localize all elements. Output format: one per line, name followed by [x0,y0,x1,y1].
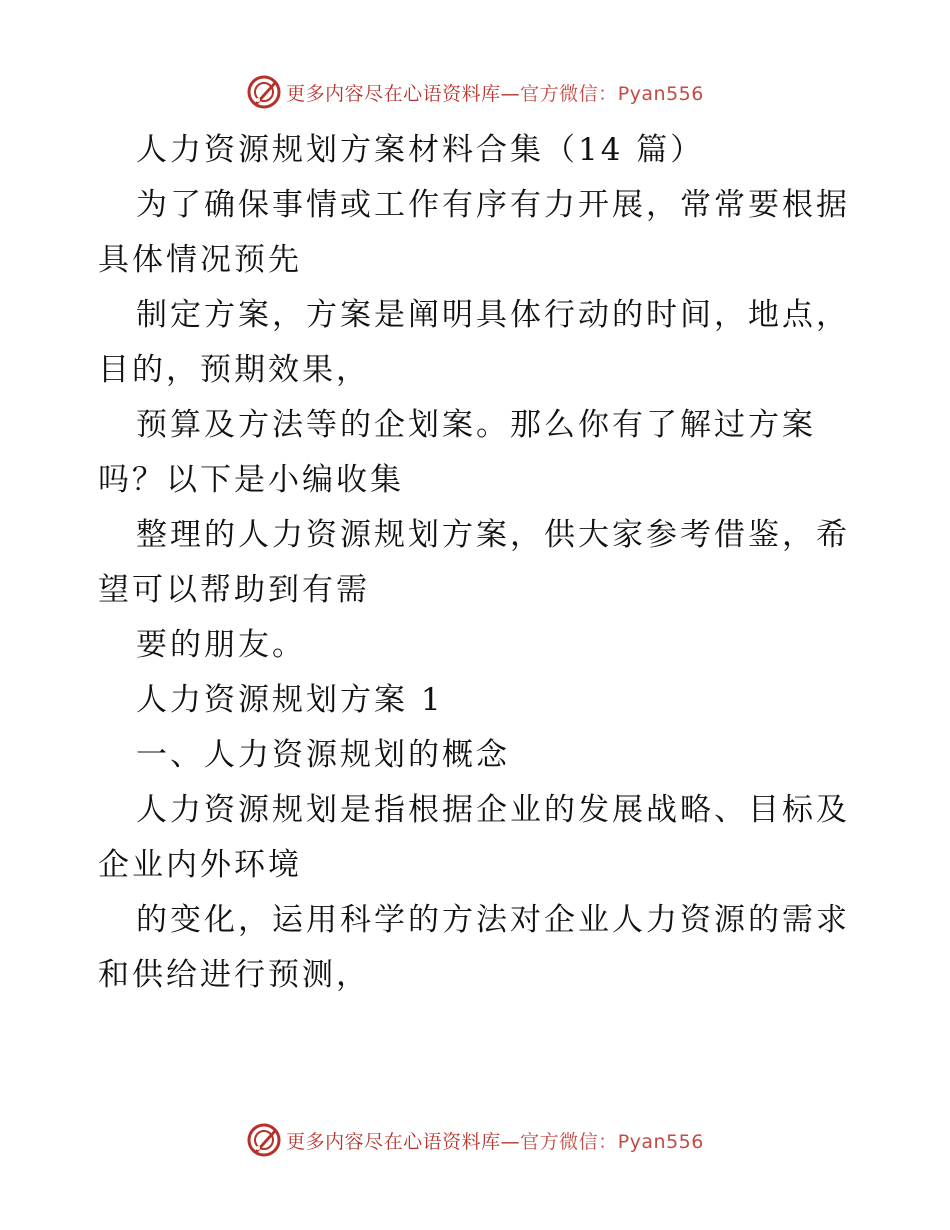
watermark-wechat-label: 官方微信： [520,1130,618,1153]
watermark-wechat-id: Pyan556 [617,1130,704,1153]
document-body [98,123,858,1003]
watermark-separator: — [500,82,521,105]
paragraph-line: 要的朋友。 [136,627,306,663]
watermark-main-text: 更多内容尽在心语资料库 [286,1130,501,1153]
footer-watermark-banner [0,1118,950,1162]
quill-logo-icon [246,74,282,110]
subsection-heading: 一、人力资源规划的概念 [136,737,510,773]
paragraph-line: 目的，预期效果， [98,352,370,388]
paragraph-line: 整理的人力资源规划方案，供大家参考借鉴，希 [136,517,850,553]
watermark-text [286,79,704,106]
watermark-main-text: 更多内容尽在心语资料库 [286,82,501,105]
paragraph-line: 吗？以下是小编收集 [98,462,404,498]
watermark-wechat-label: 官方微信： [520,82,618,105]
paragraph-line: 和供给进行预测， [98,957,370,993]
watermark-wechat-id: Pyan556 [617,82,704,105]
header-watermark-banner [0,70,950,114]
document-title: 人力资源规划方案材料合集（14 篇） [136,132,705,168]
paragraph-line: 企业内外环境 [98,847,302,883]
paragraph-line: 人力资源规划是指根据企业的发展战略、目标及 [136,792,850,828]
paragraph-line: 为了确保事情或工作有序有力开展，常常要根据 [136,187,850,223]
section-heading: 人力资源规划方案 1 [136,682,444,718]
paragraph-line: 具体情况预先 [98,242,302,278]
quill-logo-icon [246,1122,282,1158]
paragraph-line: 制定方案，方案是阐明具体行动的时间，地点， [136,297,850,333]
watermark-separator: — [500,1130,521,1153]
paragraph-line: 预算及方法等的企划案。那么你有了解过方案 [136,407,816,443]
paragraph-line: 望可以帮助到有需 [98,572,370,608]
paragraph-line: 的变化，运用科学的方法对企业人力资源的需求 [136,902,850,938]
watermark-text [286,1127,704,1154]
